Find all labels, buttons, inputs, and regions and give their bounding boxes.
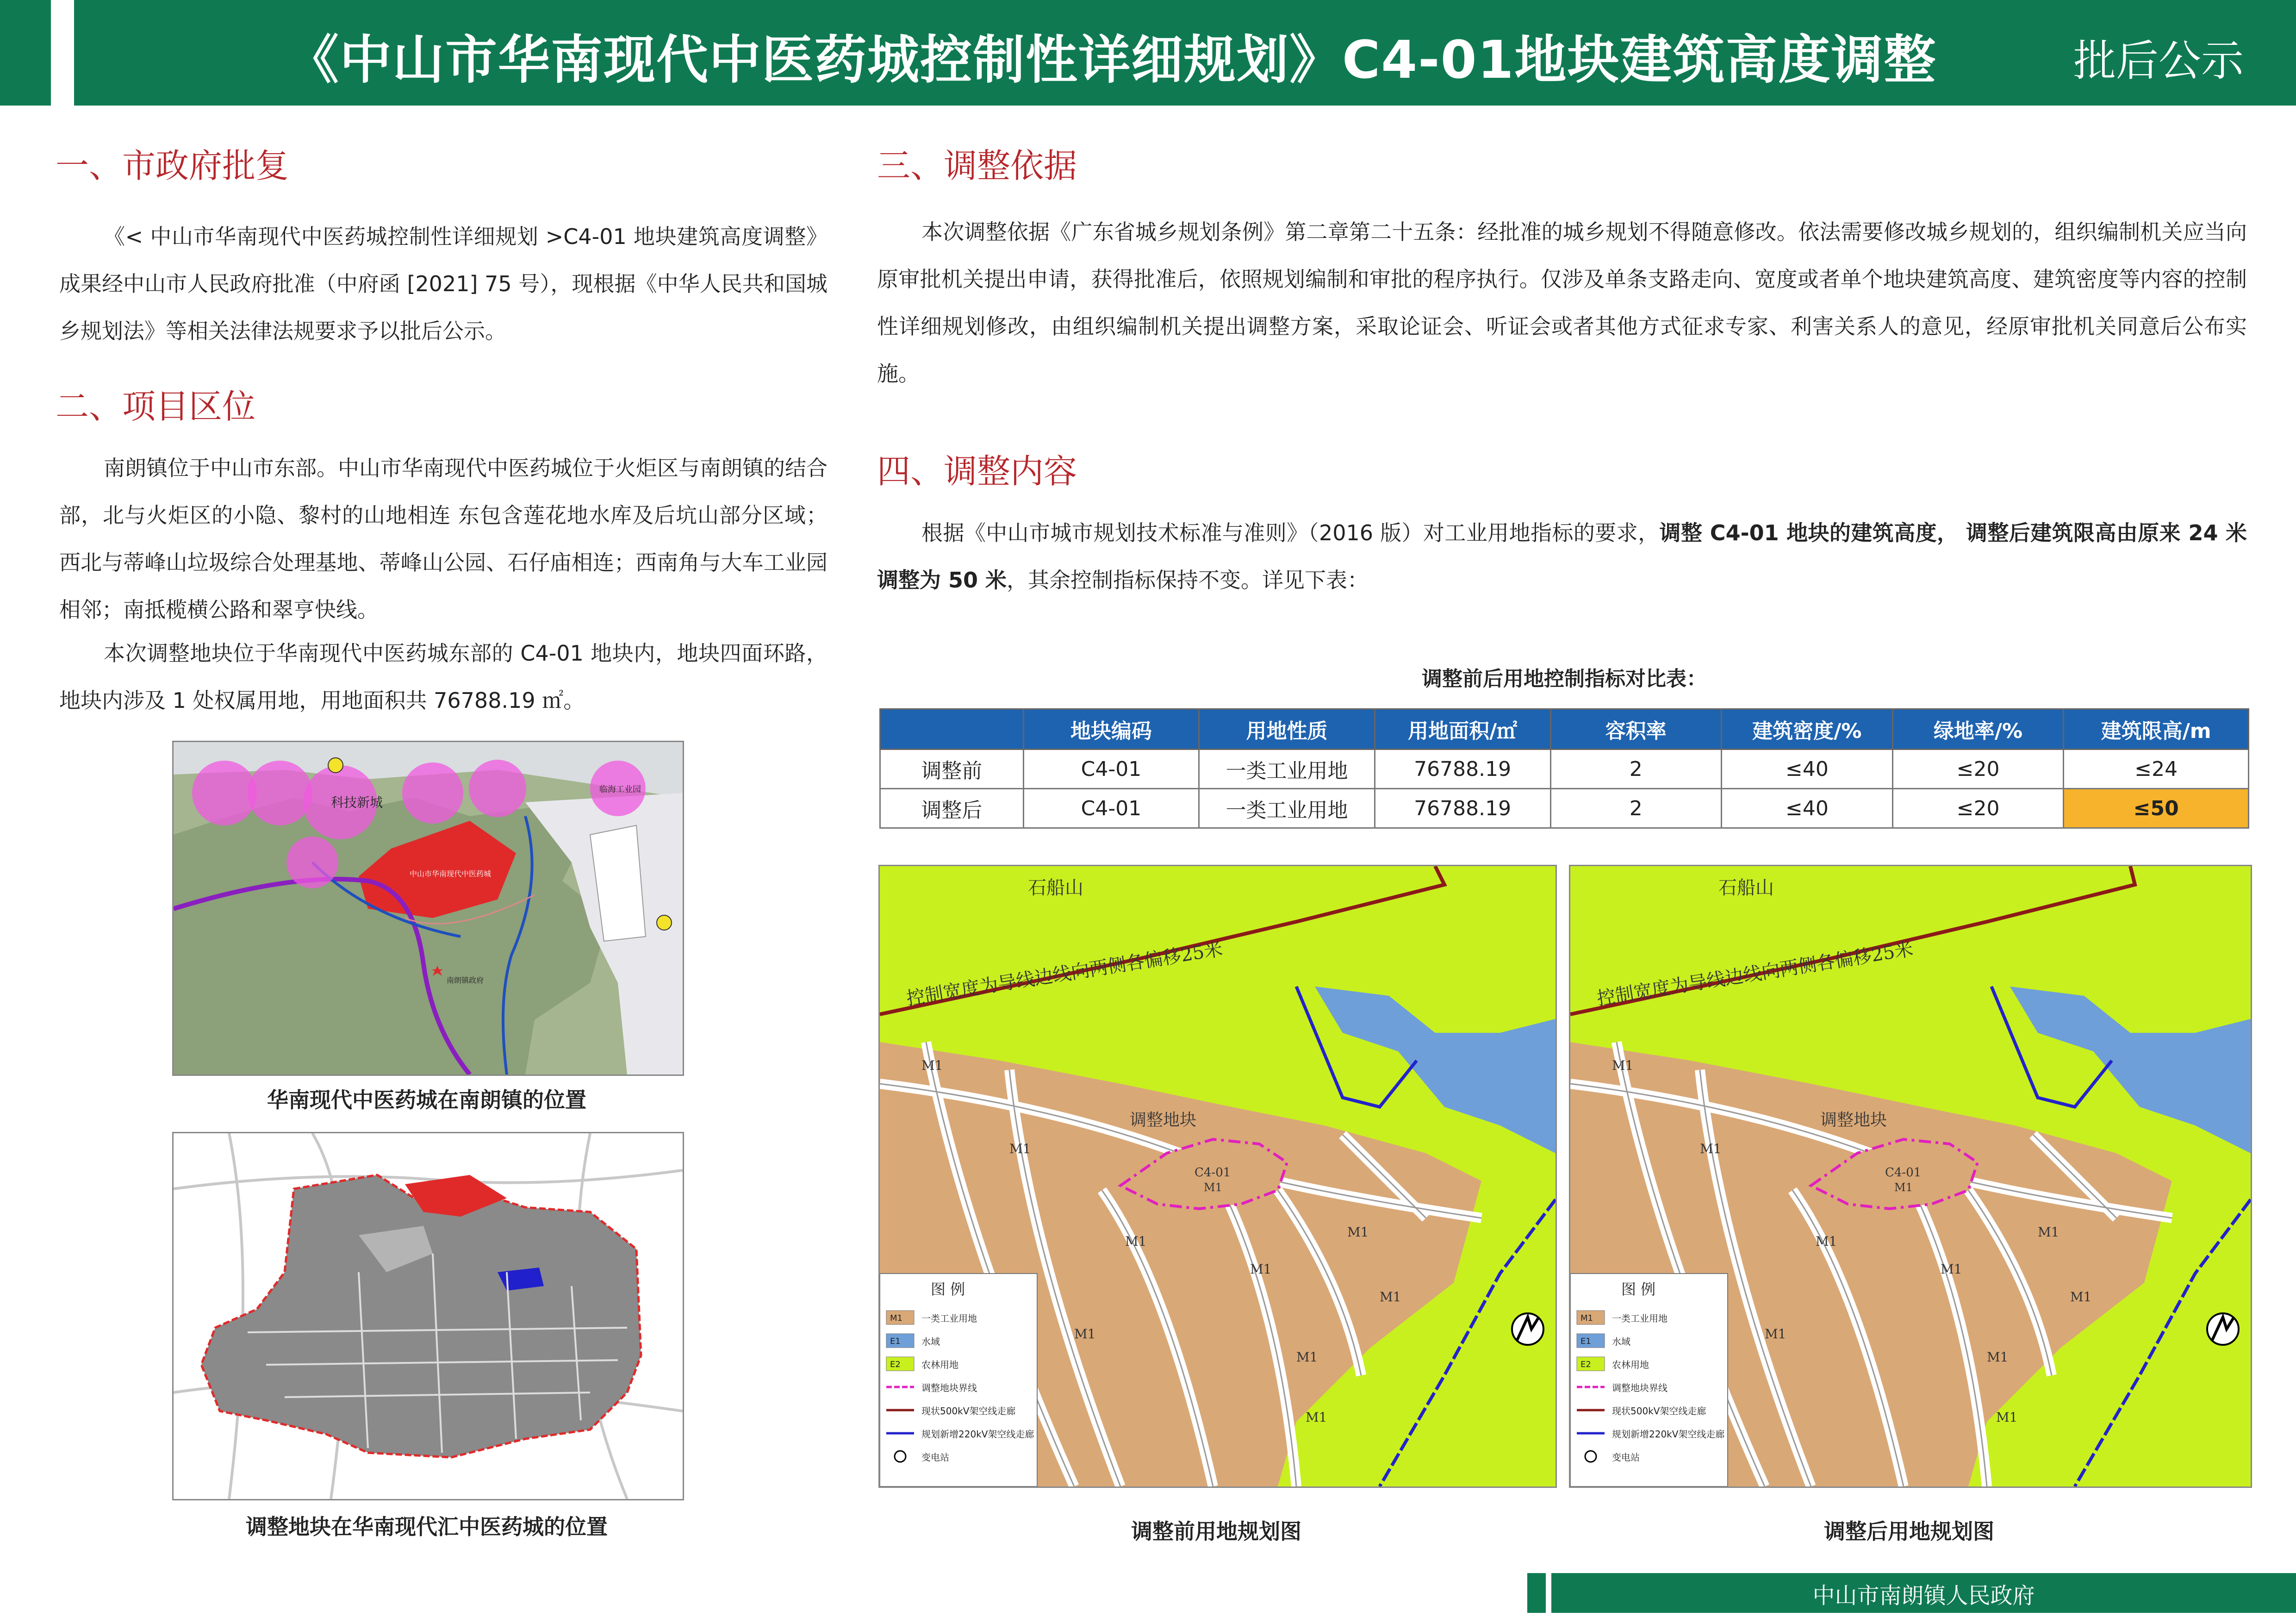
legend-label: 变电站 — [1612, 1452, 1640, 1463]
label-town-gov: 南朗镇政府 — [447, 976, 484, 985]
legend-label: 变电站 — [921, 1452, 949, 1463]
landuse-code-label: M1 — [1380, 1289, 1401, 1305]
caption-location-map: 华南现代中医药城在南朗镇的位置 — [267, 1087, 586, 1112]
substation-icon — [2207, 1313, 2239, 1345]
landuse-code-label: M1 — [1816, 1234, 1837, 1249]
legend-label: 一类工业用地 — [921, 1313, 977, 1324]
section-title-location: 二、项目区位 — [56, 387, 256, 426]
parcel-label: 调整地块 — [1130, 1111, 1197, 1130]
content-text-highlight: 调整 C4-01 地块的建筑高度， 调整后建筑限高由原来 24 米调整为 50 米 — [877, 520, 2247, 593]
caption-parcel-map: 调整地块在华南现代汇中医药城的位置 — [246, 1514, 608, 1539]
landuse-code-label: M1 — [1125, 1234, 1147, 1249]
legend-label: 规划新增220kV架空线走廊 — [921, 1429, 1034, 1440]
landuse-code-label: M1 — [1700, 1141, 1722, 1156]
section-title-basis: 三、调整依据 — [877, 146, 1077, 185]
table-row — [880, 789, 2249, 828]
notice-type-tag: 批后公示 — [2073, 36, 2244, 86]
legend-label: 一类工业用地 — [1612, 1313, 1668, 1324]
legend-label: 现状500kV架空线走廊 — [921, 1405, 1016, 1417]
legend-label: 水域 — [921, 1336, 940, 1347]
legend-code: E2 — [1580, 1360, 1591, 1369]
footer-stripe — [1527, 1573, 1546, 1613]
legend-label: 规划新增220kV架空线走廊 — [1612, 1429, 1725, 1440]
legend-title: 图 例 — [1621, 1280, 1656, 1298]
table-header-cell — [880, 709, 1024, 750]
legend-code: E2 — [890, 1360, 901, 1369]
legend-label: 农林用地 — [1612, 1359, 1649, 1370]
landuse-code-label: M1 — [1941, 1262, 1962, 1277]
basis-paragraph: 本次调整依据《广东省城乡规划条例》第二章第二十五条：经批准的城乡规划不得随意修改。依法需要修改城乡规划的，组织编制机关应当向原审批机关提出申请，获得批准后，依照规划编制和审批的程序执行。仅涉及单条支路走向、宽度或者单个地块建筑高度、建筑密度等内容的控制性详细规划修改，由组织编制机关提出调整方案，采取论证会、听证会或者其他方式征求专家、利害关系人的意见，经原审批机关同意后公布实施。 — [877, 219, 2247, 386]
label-tcm-city: 中山市华南现代中医药城 — [410, 869, 492, 878]
legend-swatch — [895, 1451, 906, 1462]
table-cell: ≤40 — [1722, 789, 1893, 828]
table-cell: 76788.19 — [1375, 789, 1550, 828]
mountain-label: 石船山 — [1718, 877, 1774, 899]
landuse-code-label: M1 — [1296, 1349, 1318, 1365]
substation-icon — [1512, 1313, 1543, 1345]
map-legend — [1570, 1274, 1728, 1487]
table-cell: ≤20 — [1892, 789, 2064, 828]
table-cell: ≤24 — [2064, 750, 2249, 789]
landuse-code-label: M1 — [2070, 1289, 2092, 1305]
parcel-code-label: C4-01 — [1885, 1166, 1922, 1180]
table-cell: C4-01 — [1023, 789, 1199, 828]
corridor-label: 控制宽度为导线边线向两侧各偏移25米 — [905, 938, 1224, 1010]
parcel-label: 调整地块 — [1820, 1111, 1887, 1130]
landuse-code-label: M1 — [2038, 1224, 2060, 1240]
map-legend — [880, 1274, 1037, 1487]
location-map-graphic — [174, 742, 683, 1074]
plan-map-before — [878, 865, 1557, 1488]
legend-swatch — [1585, 1451, 1596, 1462]
zone-label-coastal: 临海工业园 — [599, 785, 641, 794]
section-title-approval: 一、市政府批复 — [56, 146, 289, 185]
legend-label: 现状500kV架空线走廊 — [1612, 1405, 1706, 1417]
table-cell: 2 — [1550, 750, 1722, 789]
table-header-cell: 用地面积/㎡ — [1375, 709, 1550, 750]
table-cell: 76788.19 — [1375, 750, 1550, 789]
legend-label: 农林用地 — [921, 1359, 958, 1370]
location-map-parcel — [172, 1132, 684, 1500]
footer-org: 中山市南朗镇人民政府 — [1812, 1583, 2035, 1609]
location-paragraph-1: 南朗镇位于中山市东部。中山市华南现代中医药城位于火炬区与南朗镇的结合部，北与火炬区的小隐、黎村的山地相连 东包含莲花地水库及后坑山部分区域；西北与蒂峰山垃圾综合处理基地、蒂峰山公园、石仔庙相连；西南角与大车工业园相邻；南抵榄横公路和翠亨快线。 — [59, 456, 828, 622]
landuse-code-label: M1 — [1347, 1224, 1369, 1240]
table-cell: 一类工业用地 — [1199, 789, 1375, 828]
legend-code: E1 — [1580, 1337, 1591, 1346]
legend-code: M1 — [1580, 1313, 1593, 1323]
caption-plan-after: 调整后用地规划图 — [1824, 1519, 1994, 1544]
legend-label: 调整地块界线 — [1612, 1382, 1668, 1393]
table-cell: 一类工业用地 — [1199, 750, 1375, 789]
table-header-cell: 建筑限高/m — [2064, 709, 2249, 750]
table-header-row — [880, 709, 2249, 750]
landuse-code-label: M1 — [1074, 1326, 1096, 1342]
section-title-content: 四、调整内容 — [877, 452, 1077, 491]
location-map-nanlang — [172, 741, 684, 1076]
landuse-code-label: M1 — [1306, 1410, 1327, 1425]
caption-plan-before: 调整前用地规划图 — [1131, 1519, 1301, 1544]
header-stripe — [0, 0, 51, 106]
table-header-cell: 地块编码 — [1023, 709, 1199, 750]
legend-label: 水域 — [1612, 1336, 1630, 1347]
corridor-label: 控制宽度为导线边线向两侧各偏移25米 — [1595, 938, 1915, 1010]
table-header-cell: 建筑密度/% — [1722, 709, 1893, 750]
table-cell: C4-01 — [1023, 750, 1199, 789]
location-paragraph-2: 本次调整地块位于华南现代中医药城东部的 C4-01 地块内，地块四面环路，地块内涉及 1 处权属用地，用地面积共 76788.19 ㎡。 — [59, 641, 828, 713]
parcel-use-label: M1 — [1894, 1181, 1913, 1194]
content-paragraph — [877, 509, 2247, 604]
table-cell: ≤20 — [1892, 750, 2064, 789]
content-text-a: 根据《中山市城市规划技术标准与准则》（2016 版）对工业用地指标的要求， — [921, 520, 1660, 545]
mountain-label: 石船山 — [1028, 877, 1083, 899]
plan-map-after — [1569, 865, 2252, 1488]
landuse-code-label: M1 — [921, 1058, 943, 1073]
legend-code: M1 — [890, 1313, 902, 1323]
legend-title: 图 例 — [931, 1280, 965, 1298]
table-cell-highlight: ≤50 — [2064, 789, 2249, 828]
landuse-code-label: M1 — [1612, 1058, 1634, 1073]
table-header-cell: 绿地率/% — [1892, 709, 2064, 750]
landuse-code-label: M1 — [1987, 1349, 2009, 1365]
content-text-c: ，其余控制指标保持不变。详见下表： — [1007, 568, 1369, 593]
header-divider — [53, 0, 72, 106]
page-title: 《中山市华南现代中医药城控制性详细规划》C4-01地块建筑高度调整 — [287, 30, 1937, 90]
legend-code: E1 — [890, 1337, 901, 1346]
landuse-code-label: M1 — [1009, 1141, 1031, 1156]
table-row — [880, 750, 2249, 789]
zone-label-tech-city: 科技新城 — [331, 795, 383, 810]
landuse-code-label: M1 — [1996, 1410, 2018, 1425]
legend-label: 调整地块界线 — [921, 1382, 977, 1393]
parcel-code-label: C4-01 — [1195, 1166, 1231, 1180]
table-cell: 调整后 — [880, 789, 1024, 828]
landuse-code-label: M1 — [1765, 1326, 1786, 1342]
table-cell: 调整前 — [880, 750, 1024, 789]
table-header-cell: 容积率 — [1550, 709, 1722, 750]
plan-map-after-graphic — [1570, 866, 2251, 1487]
table-header-cell: 用地性质 — [1199, 709, 1375, 750]
table-cell: ≤40 — [1722, 750, 1893, 789]
parcel-use-label: M1 — [1204, 1181, 1222, 1194]
table-title: 调整前后用地控制指标对比表： — [1422, 667, 1707, 691]
comparison-table — [879, 708, 2249, 829]
table-cell: 2 — [1550, 789, 1722, 828]
landuse-code-label: M1 — [1250, 1262, 1272, 1277]
approval-paragraph: 《< 中山市华南现代中医药城控制性详细规划 >C4-01 地块建筑高度调整》成果经中山市人民政府批准（中府函 [2021] 75 号），现根据《中华人民共和国城乡规划法》等相关法律法规要求予以批后公示。 — [59, 224, 828, 344]
plan-map-before-graphic — [880, 866, 1556, 1487]
parcel-map-graphic — [174, 1133, 683, 1499]
